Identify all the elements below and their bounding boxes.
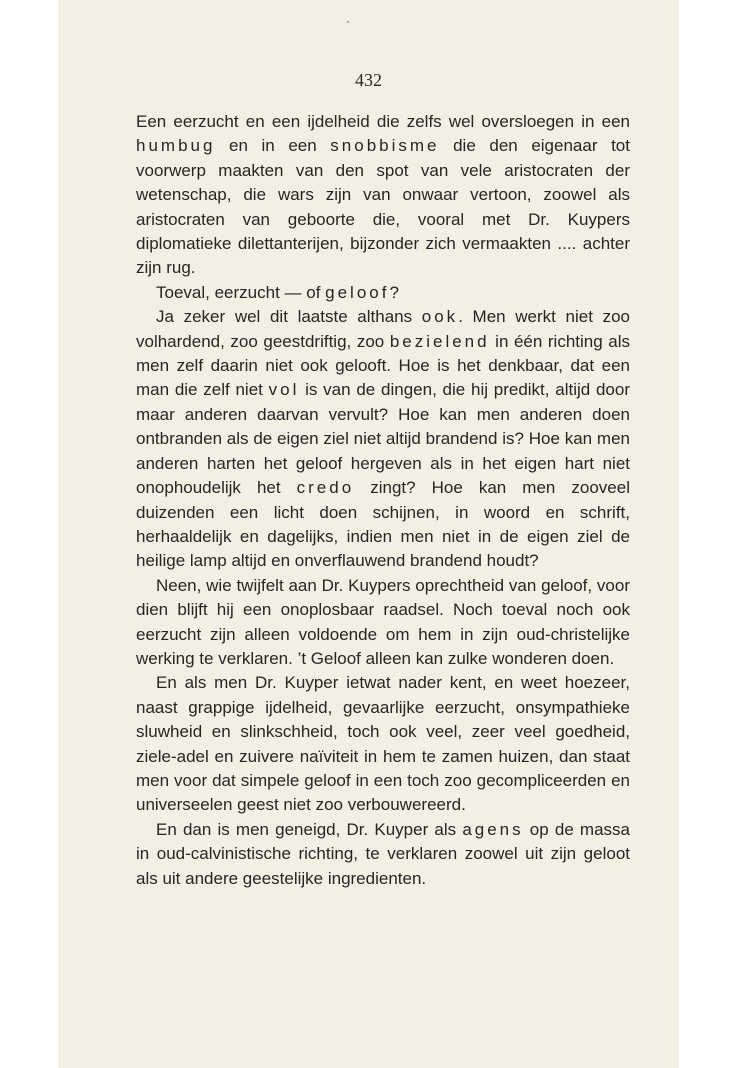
text-run: is van de dingen, die hij predikt, altijd door maar anderen daarvan vervult? Hoe kan men anderen doen ontbranden als de eigen ziel niet altijd brandend is? Hoe kan men anderen harten het geloof hergeven als in het eigen hart niet onophoudelijk het <box>136 380 631 498</box>
text-run: Neen, wie twijfelt aan Dr. Kuypers oprechtheid van geloof, voor dien blijft hij een onoplosbaar raadsel. Noch toeval noch ook eerzucht zijn alleen voldoende om hem in zijn oud-christelijke werking te verklaren. ’t Geloof alleen kan zulke wonderen doen. <box>136 575 630 668</box>
emphasized-word: credo <box>296 478 355 498</box>
paragraph <box>136 110 630 281</box>
text-run: En dan is men geneigd, Dr. Kuyper als <box>156 819 463 839</box>
emphasized-word: geloof <box>325 282 390 302</box>
text-run: en in een <box>215 136 331 156</box>
paragraph <box>136 305 630 573</box>
emphasized-word: humbug <box>136 136 216 156</box>
text-run: Een eerzucht en een ijdelheid die zelfs wel oversloegen in een <box>136 112 630 131</box>
emphasized-word: bezielend <box>389 331 490 351</box>
book-page <box>58 0 679 1068</box>
text-run: En als men Dr. Kuyper ietwat nader kent, en weet hoezeer, naast grappige ijdelheid, gevaarlijke eerzucht, onsympathieke sluwheid en slinkschheid, toch ook veel, zeer veel goedheid, ziele-adel en zuivere naïviteit in hem te zamen huizen, dan staat men voor dat simpele geloof in een toch zoo gecompliceerden en universeelen geest niet zoo verbouwereerd. <box>136 673 630 815</box>
paragraph <box>136 281 630 305</box>
text-run: die den eigenaar tot voorwerp maakten van den spot van vele aristocraten der wetenschap, die wars zijn van onwaar vertoon, zoowel als aristocraten van geboorte die, vooral met Dr. Kuypers diplomatieke dilettanterijen, bijzonder zich vermaakten .... achter zijn rug. <box>136 136 630 278</box>
text-run: Toeval, eerzucht — of <box>156 282 326 302</box>
emphasized-word: agens <box>462 819 524 839</box>
page-body-text <box>136 110 630 891</box>
emphasized-word: vol <box>268 380 300 400</box>
paragraph <box>136 574 630 672</box>
text-run: in één richting als men zelf daarin niet ook gelooft. Hoe is het denkbaar, dat een man die zelf niet <box>136 331 630 400</box>
paragraph <box>136 671 630 817</box>
text-run: op de massa in oud-calvinistische richting, te verklaren zoowel uit zijn geloot als uit andere geestelijke ingredienten. <box>136 819 630 888</box>
paragraph <box>136 818 630 891</box>
page-number: 432 <box>355 70 382 90</box>
emphasized-word: ook <box>421 307 459 327</box>
emphasized-word: snobbisme <box>330 136 440 156</box>
text-run: zingt? Hoe kan men zooveel duizenden een licht doen schijnen, in woord en schrift, herhaaldelijk en dagelijks, indien men niet in de eigen ziel de heilige lamp altijd en onverflauwend brandend houdt? <box>136 478 630 571</box>
text-run: ? <box>389 282 399 302</box>
text-run: Ja zeker wel dit laatste althans <box>156 307 422 327</box>
text-run: . Men werkt niet zoo volhardend, zoo geestdriftig, zoo <box>136 307 630 351</box>
paper-speck <box>347 21 349 23</box>
